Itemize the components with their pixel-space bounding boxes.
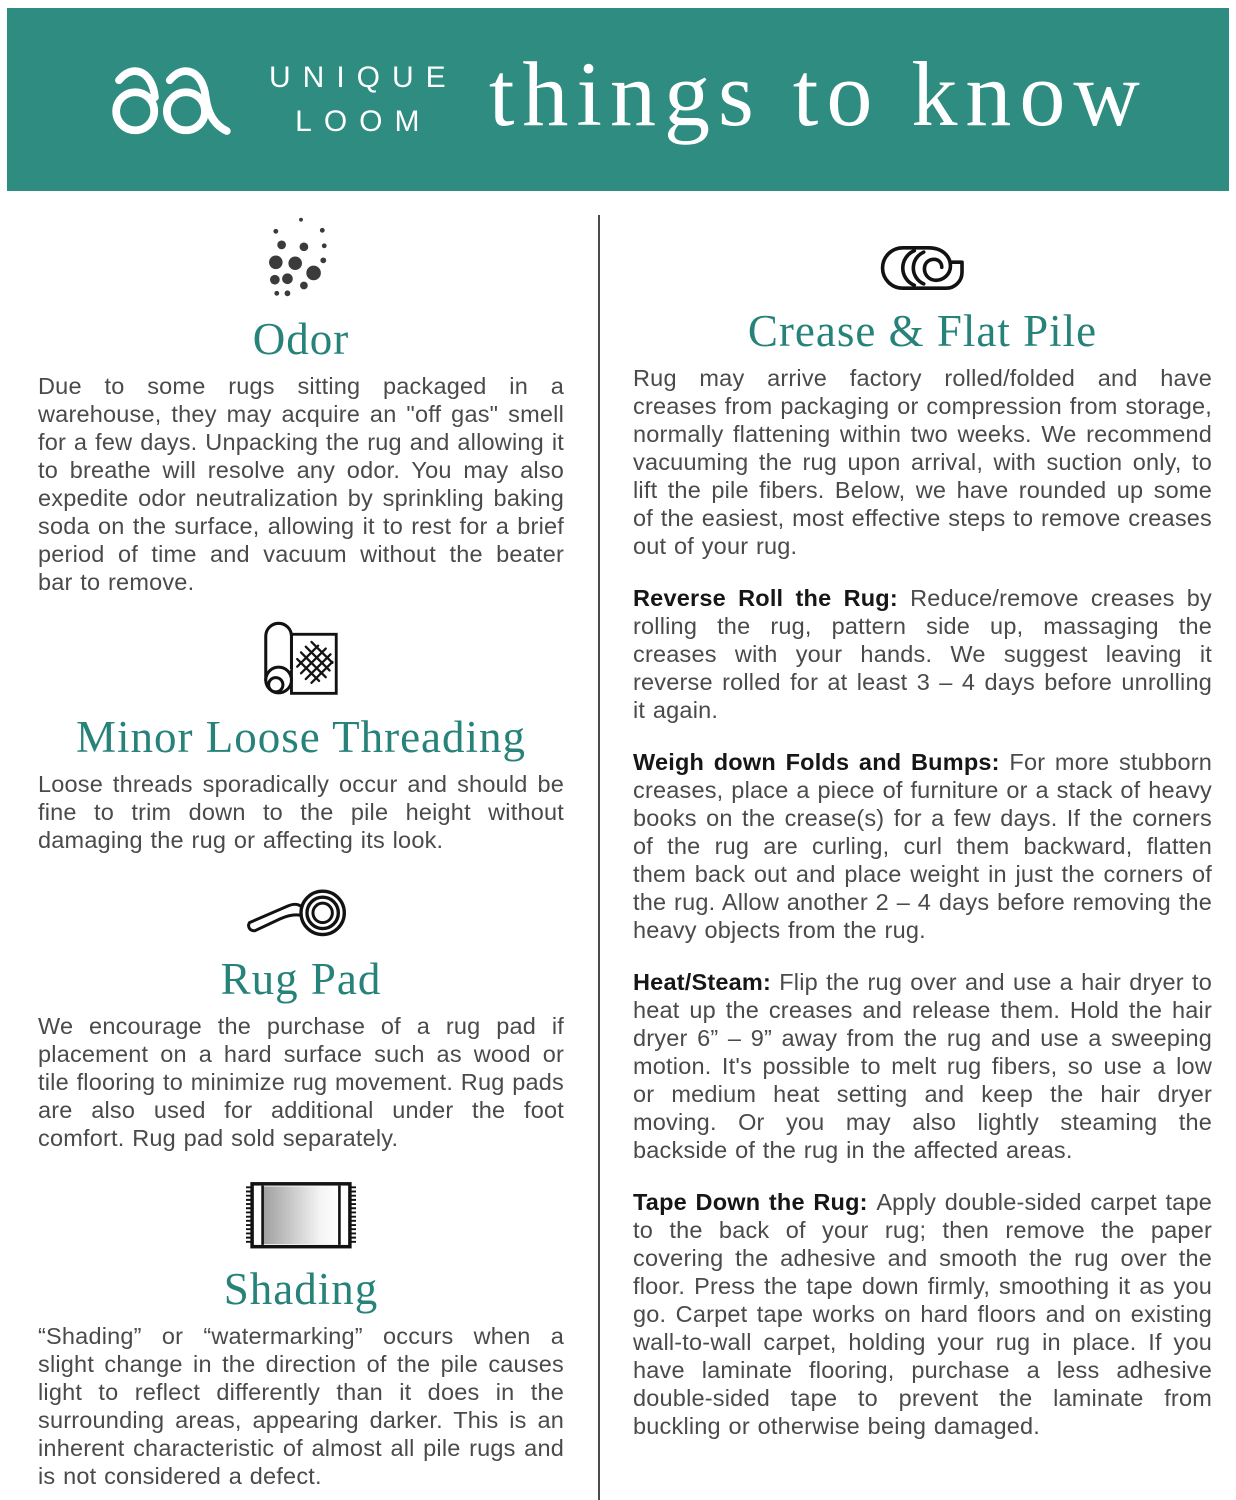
tip-reverse-roll-label: Reverse Roll the Rug: [633, 585, 898, 611]
tip-heat-steam-label: Heat/Steam: [633, 969, 772, 995]
tip-tape-down-label: Tape Down the Rug: [633, 1189, 868, 1215]
rug-pad-roll-glyph [245, 886, 357, 942]
creased-roll-icon [633, 242, 1212, 294]
unique-loom-logo-icon [107, 56, 255, 144]
shaded-rug-icon [38, 1180, 564, 1252]
section-body-rug-pad: We encourage the purchase of a rug pad if placement on a hard surface such as wood or tile flooring to minimize rug movement. Rug pads are also used for additional under the foot comfort. Rug pad sold separately. [38, 1013, 564, 1151]
brand-line-2: LOOM [295, 104, 432, 138]
brand-line-1: UNIQUE [269, 60, 458, 94]
odor-dots-icon [38, 210, 564, 302]
tip-weigh-down [633, 748, 1212, 944]
section-heading-threading: Minor Loose Threading [75, 712, 527, 762]
tip-reverse-roll-text: Reduce/remove creases by rolling the rug, pattern side up, massaging the creases with your hands. We suggest leaving it reverse rolled for at least 3 – 4 days before unrolling it again. [633, 585, 1212, 723]
rolled-rug-glyph [262, 620, 340, 700]
content [0, 196, 1236, 1490]
tip-heat-steam [633, 968, 1212, 1164]
brand-name [269, 56, 458, 144]
tip-heat-steam-text: Flip the rug over and use a hair dryer to heat up the creases and release them. Hold the hair dryer 6” – 9” away from the rug and use a sweeping motion. It's possible to melt rug fibers, so use a low or medium heat setting and keep the hair dryer moving. Or you may also lightly steaming the backside of the rug in the affected areas. [633, 969, 1212, 1163]
section-body-odor: Due to some rugs sitting packaged in a warehouse, they may acquire an "off gas" smell for a few days. Unpacking the rug and allowing it to breathe will resolve any odor. You may also expedite odor neutralization by sprinkling baking soda on the surface, allowing it to rest for a brief period of time and vacuum without the beater bar to remove. [38, 373, 564, 595]
left-column [0, 196, 600, 1490]
section-heading-odor: Odor [252, 314, 350, 364]
tip-reverse-roll [633, 584, 1212, 724]
section-body-crease-intro: Rug may arrive factory rolled/folded and have creases from packaging or compression from storage, normally flattening within two weeks. We recommend vacuuming the rug upon arrival, with suction only, to lift the pile fibers. Below, we have rounded up some of the easiest, most effective steps to remove creases out of your rug. [633, 365, 1212, 559]
shaded-rug-glyph [246, 1182, 356, 1252]
creased-roll-glyph [875, 242, 971, 294]
section-body-threading: Loose threads sporadically occur and should be fine to trim down to the pile height without damaging the rug or affecting its look. [38, 771, 564, 853]
tip-weigh-down-label: Weigh down Folds and Bumps: [633, 749, 1000, 775]
tip-weigh-down-text: For more stubborn creases, place a piece of furniture or a stack of heavy books on the crease(s) for a few days. If the corners of the rug are curling, curl them backward, flatten them back out and place weight in just the corners of the rug. Allow another 2 – 4 days before removing the heavy objects from the rug. [633, 749, 1213, 943]
header-banner [7, 8, 1229, 191]
odor-dots-glyph [266, 210, 336, 302]
rug-pad-roll-icon [38, 884, 564, 942]
page-title: things to know [488, 42, 1148, 145]
right-column [600, 196, 1236, 1490]
tip-tape-down [633, 1188, 1212, 1440]
section-heading-shading: Shading [223, 1264, 379, 1314]
rolled-rug-icon [38, 620, 564, 700]
tip-tape-down-text: Apply double-sided carpet tape to the back of your rug; then remove the paper covering the adhesive and smooth the rug over the floor. Press the tape down firmly, smoothing it as you go. Carpet tape works on hard floors and on existing wall-to-wall carpet, holding your rug in place. If you have laminate flooring, purchase a less adhesive double-sided tape to prevent the laminate from buckling or otherwise being damaged. [633, 1189, 1212, 1439]
section-heading-rug-pad: Rug Pad [220, 954, 382, 1004]
section-body-shading: “Shading” or “watermarking” occurs when a slight change in the direction of the pile causes light to reflect differently than it does in the surrounding areas, appearing darker. This is an inherent characteristic of almost all pile rugs and is not considered a defect. [38, 1323, 564, 1489]
section-heading-crease: Crease & Flat Pile [747, 306, 1098, 356]
unique-loom-logo [107, 56, 255, 144]
